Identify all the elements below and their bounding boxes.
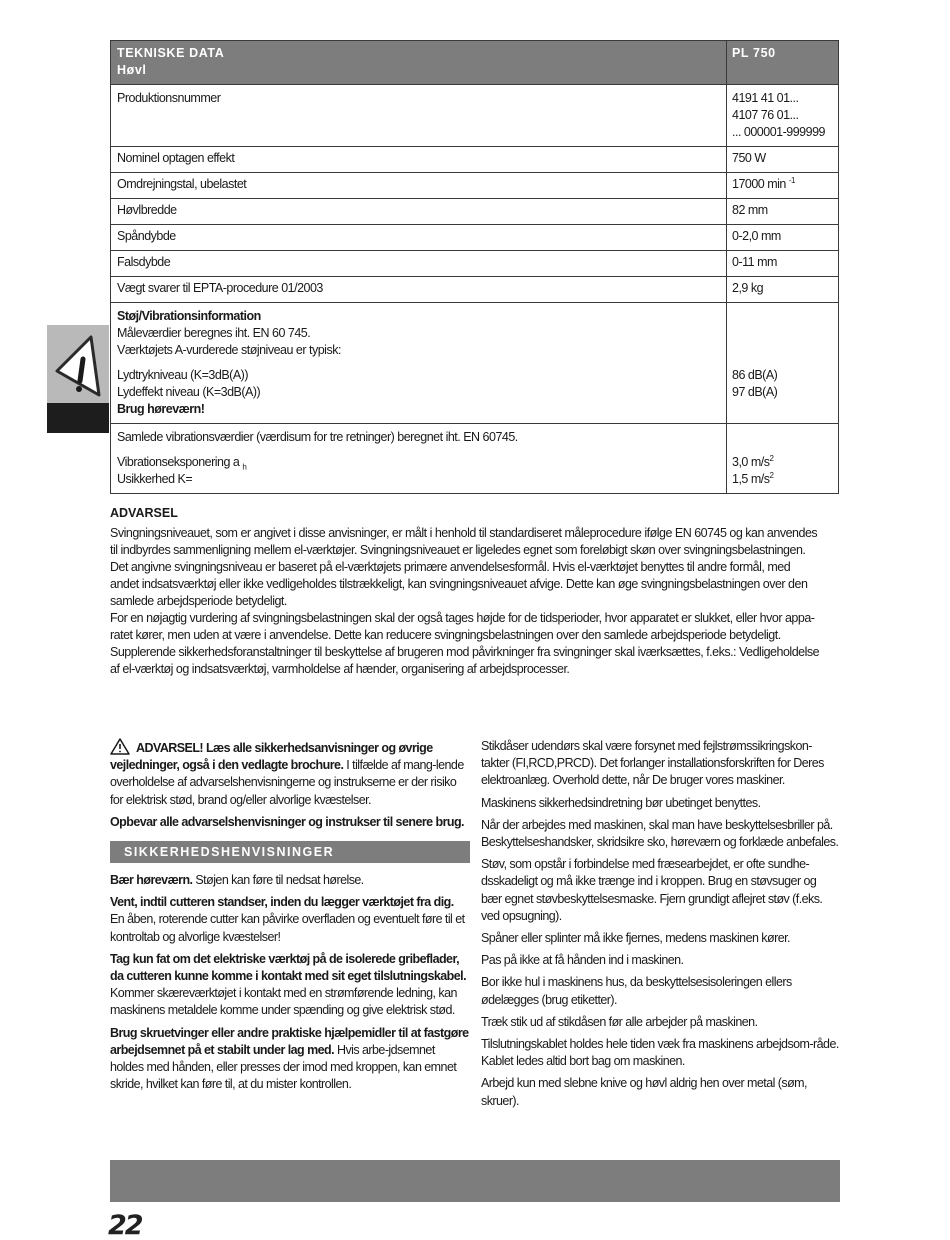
technical-data-table [110, 40, 839, 494]
vibration-info-cell [111, 424, 727, 494]
speed-unit-exponent: -1 [788, 175, 795, 185]
production-number-3: ... 000001-999999 [732, 125, 825, 139]
safety-paragraph: Maskinens sikkerhedsindretning bør ubetinget benyttes. [481, 795, 761, 810]
warning-line: Svingningsniveauet, som er angivet i disse anvisninger, er målt i henhold til standardiseret måleprocedure ifølge EN 60745 og kan anvendes [110, 526, 818, 540]
noise-title: Støj/Vibrationsinformation [117, 309, 261, 323]
row-label: Vægt svarer til EPTA-procedure 01/2003 [111, 277, 727, 303]
row-value [727, 85, 839, 147]
safety-paragraph: Arbejd kun med slebne knive og høvl aldrig hen over metal (søm, skruer). [481, 1076, 807, 1108]
sound-pressure-label: Lydtrykniveau (K=3dB(A)) [117, 368, 248, 382]
warning-line: For en nøjagtig vurdering af svingningsbelastningen skal der også tages højde for de tidsperioder, hvor apparatet er slukket, eller hvor appa- [110, 611, 815, 625]
table-header-row [111, 41, 839, 85]
warning-line: af el-værktøj og indsatsværktøj, varmholdelse af hænder, organisering af arbejdsprocesser. [110, 662, 570, 676]
noise-line-1: Måleværdier beregnes iht. EN 60 745. [117, 326, 311, 340]
row-value: 0-2,0 mm [727, 225, 839, 251]
noise-row [111, 303, 839, 424]
uncertainty-label: Usikkerhed K= [117, 472, 193, 486]
general-warning-bold: ADVARSEL! Læs alle sikkerhedsanvisninger og øvrige vejledninger, også i den vedlagte brochure. [110, 741, 433, 773]
warning-triangle-icon [110, 738, 130, 755]
table-model: PL 750 [727, 41, 839, 85]
table-row [111, 173, 839, 199]
safety-item: Brug skruetvinger eller andre praktiske hjælpemidler til at fastgøre arbejdsemnet på et stabilt under lag med. Hvis arbe-jdsemnet holdes med hånden, eller presses der imod med kroppen, kan emnet skride, hvilket kan føre til, at du mister kontrollen. [110, 1025, 469, 1092]
footer-bar [110, 1160, 840, 1202]
safety-paragraph: Når der arbejdes med maskinen, skal man have beskyttelsesbriller på. Beskyttelseshandsker, skridsikre sko, høreværn og forklæde anbefales. [481, 817, 839, 850]
safety-paragraph: Støv, som opstår i forbindelse med fræsearbejdet, er ofte sundhe-dsskadeligt og må ikke trænge ind i kroppen. Brug en støvsuger og bær egnet støvbeskyttelsesmaske. Fjern grundigt aflejret støv (f.eks. ved opsugning). [481, 857, 823, 923]
row-label: Omdrejningstal, ubelastet [111, 173, 727, 199]
row-value: 0-11 mm [727, 251, 839, 277]
row-label: Høvlbredde [111, 199, 727, 225]
sound-pressure-value: 86 dB(A) [732, 368, 778, 382]
warning-line: andet indsatsværktøj eller ikke vedligeholdes tilstrækkeligt, kan svingningsniveauet afvige. Dette kan øge svingningsbelastningen over den [110, 577, 808, 591]
row-value: 2,9 kg [727, 277, 839, 303]
noise-info-cell [111, 303, 727, 424]
safety-paragraph: Stikdåser udendørs skal være forsynet med fejlstrømssikringskon-takter (FI,RCD,PRCD). Det forlanger installationsforskriften for Deres elektroanlæg. Overhold dette, når De bruger vores maskiner. [481, 739, 824, 788]
table-row [111, 199, 839, 225]
table-row [111, 147, 839, 173]
warning-line: samlede arbejdsperiode betydeligt. [110, 594, 287, 608]
row-label: Produktionsnummer [111, 85, 727, 147]
safety-paragraph: Træk stik ud af stikdåsen før alle arbejder på maskinen. [481, 1014, 758, 1029]
safety-left-column [110, 738, 470, 1098]
safety-item: Vent, indtil cutteren standser, inden du lægger værktøjet fra dig. En åben, roterende cutter kan påvirke overfladen og eventuelt føre til et kontroltab og alvorlige kvæstelser! [110, 895, 465, 944]
safety-paragraph: Tilslutningskablet holdes hele tiden væk fra maskinens arbejdsom-råde. Kablet ledes altid bort bag om maskinen. [481, 1037, 839, 1069]
side-tab-dark-block [47, 403, 109, 433]
safety-section-heading: SIKKERHEDSHENVISNINGER [110, 841, 470, 863]
table-row [111, 251, 839, 277]
safety-paragraph: Pas på ikke at få hånden ind i maskinen. [481, 953, 684, 968]
vibration-values-cell [727, 424, 839, 494]
speed-value: 17000 min [732, 177, 786, 191]
row-value: 82 mm [727, 199, 839, 225]
safety-paragraph: Bor ikke hul i maskinens hus, da beskyttelsesisoleringen ellers ødelægges (brug etiketter). [481, 975, 792, 1007]
row-label: Falsdybde [111, 251, 727, 277]
warning-line: Det angivne svingningsniveau er baseret på el-værktøjets primære anvendelsesformål. Hvis el-værktøjet benyttes til andre formål, med [110, 560, 791, 574]
table-row [111, 225, 839, 251]
table-row [111, 277, 839, 303]
uncertainty-value: 1,5 $m/s^2$ [732, 470, 774, 486]
general-warning-text: I tilfælde af mang-lende overholdelse af advarselshenvisningerne og instrukserne er der risiko for elektrisk stød, brand og/eller alvorlige kvæstelser. [110, 758, 464, 807]
side-warning-tab [47, 325, 109, 433]
row-value [727, 173, 839, 199]
vibration-intro: Samlede vibrationsværdier (værdisum for tre retninger) beregnet iht. EN 60745. [117, 430, 518, 444]
vibration-warning-block [110, 505, 839, 678]
vibration-row [111, 424, 839, 494]
table-header-title-cell [111, 41, 727, 85]
warning-line: Supplerende sikkerhedsforanstaltninger til beskyttelse af brugeren mod påvirkninger fra svingninger skal iværksættes, f.eks.: Vedligeholdelse [110, 645, 820, 659]
vibration-exposure-label: Vibrationseksponering a $_h$ [117, 455, 247, 472]
vibration-exposure-value: 3,0 $m/s^2$ [732, 453, 774, 469]
sound-power-label: Lydeffekt niveau (K=3dB(A)) [117, 385, 261, 399]
warning-line: til indbyrdes sammenligning mellem el-værktøjer. Svingningsniveauet er ligeledes egnet som foreløbigt skøn over svingningsbelastningen. [110, 543, 806, 557]
noise-line-2: Værktøjets A-vurderede støjniveau er typisk: [117, 343, 341, 357]
safety-paragraph: Spåner eller splinter må ikke fjernes, medens maskinen kører. [481, 931, 790, 946]
table-title: TEKNISKE DATA [117, 46, 225, 60]
safety-item: Tag kun fat om det elektriske værktøj på de isolerede gribeflader, da cutteren kunne komme i kontakt med sit eget tilslutningskabel. Kommer skæreværktøjet i kontakt med en strømførende ledning, kan maskinens metaldele komme under spænding og give elektrisk stød. [110, 951, 467, 1018]
noise-values-cell [727, 303, 839, 424]
hearing-protection-note: Brug høreværn! [117, 402, 205, 416]
safety-right-column [481, 738, 839, 1115]
row-value: 750 W [727, 147, 839, 173]
warning-exclamation-icon [51, 331, 105, 401]
row-label: Spåndybde [111, 225, 727, 251]
keep-instructions-paragraph: Opbevar alle advarselshenvisninger og instrukser til senere brug. [110, 814, 464, 829]
row-label: Nominel optagen effekt [111, 147, 727, 173]
table-row [111, 85, 839, 147]
table-subtitle: Høvl [117, 63, 147, 77]
warning-line: ratet kører, men uden at være i anvendelse. Dette kan reducere svingningsbelastningen over den samlede arbejdsperiode betydeligt. [110, 628, 781, 642]
production-number-2: 4107 76 01... [732, 108, 799, 122]
sound-power-value: 97 dB(A) [732, 385, 778, 399]
page-number: 22 [108, 1210, 142, 1240]
production-number-1: 4191 41 01... [732, 91, 799, 105]
general-warning-paragraph [110, 738, 470, 809]
vibration-warning-heading: ADVARSEL [110, 506, 178, 520]
safety-item: Bær høreværn. Støjen kan føre til nedsat hørelse. [110, 873, 364, 888]
